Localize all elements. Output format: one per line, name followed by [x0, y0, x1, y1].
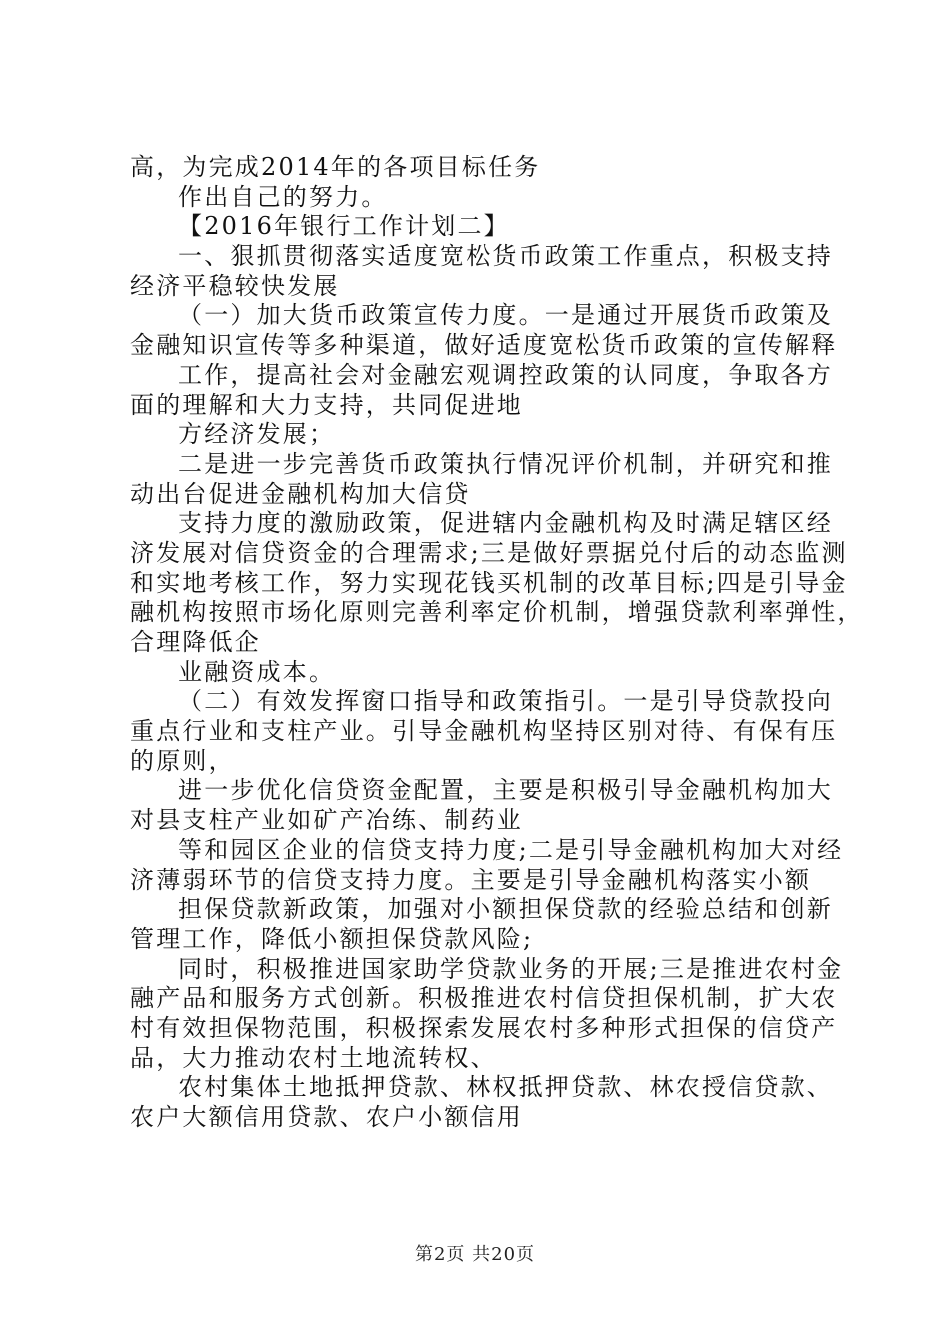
text-line: 二是进一步完善货币政策执行情况评价机制，并研究和推 — [178, 449, 833, 478]
document-body — [130, 153, 864, 1133]
text-line: 村有效担保物范围，积极探索发展农村多种形式担保的信贷产 — [130, 1013, 838, 1042]
text-line: 一、狠抓贯彻落实适度宽松货币政策工作重点，积极支持 — [178, 242, 833, 271]
text-line: 的原则， — [130, 746, 235, 775]
text-line: 动出台促进金融机构加大信贷 — [130, 479, 471, 508]
text-line: 管理工作，降低小额担保贷款风险; — [130, 924, 534, 953]
text-line: 重点行业和支柱产业。引导金融机构坚持区别对待、有保有压 — [130, 717, 838, 746]
text-line: 合理降低企 — [130, 628, 261, 656]
text-line: 和实地考核工作，努力实现花钱买机制的改革目标;四是引导金 — [130, 568, 848, 597]
text-line: 工作，提高社会对金融宏观调控政策的认同度，争取各方 — [178, 360, 833, 389]
text-line: 融机构按照市场化原则完善利率定价机制，增强贷款利率弹性， — [130, 598, 864, 627]
text-line: 业融资成本。 — [178, 657, 336, 686]
text-line: 济发展对信贷资金的合理需求;三是做好票据兑付后的动态监测 — [130, 538, 848, 567]
text-line: （二）有效发挥窗口指导和政策指引。一是引导贷款投向 — [178, 687, 833, 716]
text-line: 对县支柱产业如矿产冶练、制药业 — [130, 806, 523, 835]
page-number-footer: 第2页 共20页 — [414, 1244, 536, 1265]
text-line: 进一步优化信贷资金配置，主要是积极引导金融机构加大 — [178, 776, 833, 805]
text-line: 支持力度的激励政策，促进辖内金融机构及时满足辖区经 — [178, 509, 833, 538]
text-line: 高，为完成2014年的各项目标任务 — [130, 153, 541, 181]
text-line: 经济平稳较快发展 — [130, 271, 340, 300]
text-line: 同时，积极推进国家助学贷款业务的开展;三是推进农村金 — [178, 954, 844, 983]
text-line: 融产品和服务方式创新。积极推进农村信贷担保机制，扩大农 — [130, 984, 838, 1013]
text-line: 品，大力推动农村土地流转权、 — [130, 1043, 497, 1072]
text-line: 等和园区企业的信贷支持力度;二是引导金融机构加大对经 — [178, 835, 844, 864]
text-line: 农户大额信用贷款、农户小额信用 — [130, 1103, 523, 1131]
text-line: 【2016年银行工作计划二】 — [178, 212, 510, 241]
text-line: 金融知识宣传等多种渠道，做好适度宽松货币政策的宣传解释 — [130, 331, 838, 360]
text-line: （一）加大货币政策宣传力度。一是通过开展货币政策及 — [178, 301, 833, 330]
text-line: 担保贷款新政策，加强对小额担保贷款的经验总结和创新 — [178, 895, 833, 924]
text-line: 方经济发展； — [178, 420, 336, 449]
text-line: 作出自己的努力。 — [178, 182, 388, 211]
text-line: 农村集体土地抵押贷款、林权抵押贷款、林农授信贷款、 — [178, 1073, 833, 1102]
text-line: 济薄弱环节的信贷支持力度。主要是引导金融机构落实小额 — [130, 865, 812, 894]
text-line: 面的理解和大力支持，共同促进地 — [130, 390, 523, 419]
